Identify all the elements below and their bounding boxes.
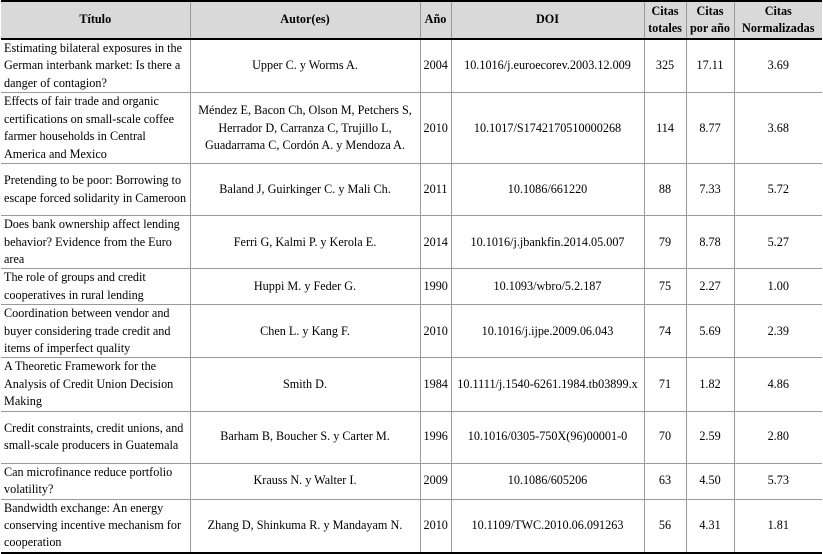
- header-doi: DOI: [451, 1, 644, 39]
- cell-autores: Barham B, Boucher S. y Carter M.: [190, 411, 420, 463]
- cell-citas-normalizadas: 1.00: [734, 269, 822, 305]
- cell-titulo: Effects of fair trade and organic certifications on small-scale coffee farmer households in Central America and Mexico: [1, 93, 190, 164]
- cell-doi: 10.1016/j.euroecorev.2003.12.009: [451, 39, 644, 93]
- cell-titulo: A Theoretic Framework for the Analysis of Credit Union Decision Making: [1, 358, 190, 411]
- cell-citas-totales: 71: [644, 358, 686, 411]
- cell-anio: 2010: [420, 305, 451, 358]
- table-row: [1, 358, 822, 411]
- cell-citas-por-anio: 7.33: [686, 164, 734, 216]
- cell-titulo: Pretending to be poor: Borrowing to escape forced solidarity in Cameroon: [1, 164, 190, 216]
- cell-titulo: Does bank ownership affect lending behavior? Evidence from the Euro area: [1, 216, 190, 269]
- cell-titulo: Can microfinance reduce portfolio volatility?: [1, 463, 190, 499]
- cell-citas-totales: 79: [644, 216, 686, 269]
- cell-citas-normalizadas: 2.80: [734, 411, 822, 463]
- table-row: [1, 499, 822, 553]
- cell-autores: Smith D.: [190, 358, 420, 411]
- table-row: [1, 93, 822, 164]
- cell-titulo: The role of groups and credit cooperatives in rural lending: [1, 269, 190, 305]
- cell-doi: 10.1016/j.ijpe.2009.06.043: [451, 305, 644, 358]
- cell-autores: Upper C. y Worms A.: [190, 39, 420, 93]
- header-citas-normalizadas: Citas Normalizadas: [734, 1, 822, 39]
- cell-doi: 10.1093/wbro/5.2.187: [451, 269, 644, 305]
- cell-citas-por-anio: 1.82: [686, 358, 734, 411]
- cell-doi: 10.1016/0305-750X(96)00001-0: [451, 411, 644, 463]
- cell-autores: Chen L. y Kang F.: [190, 305, 420, 358]
- cell-citas-normalizadas: 1.81: [734, 499, 822, 553]
- table-row: [1, 216, 822, 269]
- cell-autores: Baland J, Guirkinger C. y Mali Ch.: [190, 164, 420, 216]
- cell-citas-normalizadas: 5.73: [734, 463, 822, 499]
- cell-titulo: Coordination between vendor and buyer considering trade credit and items of imperfect quality: [1, 305, 190, 358]
- header-row: [1, 1, 822, 39]
- cell-citas-totales: 75: [644, 269, 686, 305]
- cell-citas-normalizadas: 5.72: [734, 164, 822, 216]
- cell-citas-totales: 56: [644, 499, 686, 553]
- cell-autores: Zhang D, Shinkuma R. y Mandayam N.: [190, 499, 420, 553]
- cell-anio: 2014: [420, 216, 451, 269]
- cell-citas-totales: 325: [644, 39, 686, 93]
- header-anio: Año: [420, 1, 451, 39]
- cell-autores: Huppi M. y Feder G.: [190, 269, 420, 305]
- cell-doi: 10.1111/j.1540-6261.1984.tb03899.x: [451, 358, 644, 411]
- header-autores: Autor(es): [190, 1, 420, 39]
- table-row: [1, 463, 822, 499]
- cell-doi: 10.1109/TWC.2010.06.091263: [451, 499, 644, 553]
- cell-citas-por-anio: 4.50: [686, 463, 734, 499]
- cell-citas-por-anio: 8.77: [686, 93, 734, 164]
- cell-citas-normalizadas: 3.69: [734, 39, 822, 93]
- cell-citas-por-anio: 2.27: [686, 269, 734, 305]
- table-row: [1, 164, 822, 216]
- cell-citas-normalizadas: 2.39: [734, 305, 822, 358]
- cell-anio: 2010: [420, 93, 451, 164]
- table-row: [1, 411, 822, 463]
- header-citas-totales: Citas totales: [644, 1, 686, 39]
- cell-anio: 2010: [420, 499, 451, 553]
- cell-citas-por-anio: 4.31: [686, 499, 734, 553]
- cell-citas-totales: 74: [644, 305, 686, 358]
- header-titulo: Título: [1, 1, 190, 39]
- cell-citas-totales: 70: [644, 411, 686, 463]
- cell-citas-totales: 88: [644, 164, 686, 216]
- cell-titulo: Bandwidth exchange: An energy conserving incentive mechanism for cooperation: [1, 499, 190, 553]
- cell-anio: 2004: [420, 39, 451, 93]
- cell-citas-totales: 63: [644, 463, 686, 499]
- cell-doi: 10.1086/605206: [451, 463, 644, 499]
- cell-citas-normalizadas: 3.68: [734, 93, 822, 164]
- cell-citas-normalizadas: 5.27: [734, 216, 822, 269]
- cell-citas-normalizadas: 4.86: [734, 358, 822, 411]
- cell-doi: 10.1016/j.jbankfin.2014.05.007: [451, 216, 644, 269]
- cell-autores: Méndez E, Bacon Ch, Olson M, Petchers S, Herrador D, Carranza C, Trujillo L, Guadarrama C, Cordón A. y Mendoza A.: [190, 93, 420, 164]
- cell-doi: 10.1086/661220: [451, 164, 644, 216]
- cell-autores: Ferri G, Kalmi P. y Kerola E.: [190, 216, 420, 269]
- cell-citas-por-anio: 8.78: [686, 216, 734, 269]
- header-citas-por-anio: Citas por año: [686, 1, 734, 39]
- table-row: [1, 305, 822, 358]
- cell-citas-por-anio: 5.69: [686, 305, 734, 358]
- cell-doi: 10.1017/S1742170510000268: [451, 93, 644, 164]
- cell-autores: Krauss N. y Walter I.: [190, 463, 420, 499]
- cell-anio: 1996: [420, 411, 451, 463]
- cell-anio: 2009: [420, 463, 451, 499]
- table-row: [1, 269, 822, 305]
- cell-citas-por-anio: 17.11: [686, 39, 734, 93]
- cell-titulo: Credit constraints, credit unions, and small-scale producers in Guatemala: [1, 411, 190, 463]
- cell-titulo: Estimating bilateral exposures in the German interbank market: Is there a danger of contagion?: [1, 39, 190, 93]
- table-row: [1, 39, 822, 93]
- cell-citas-totales: 114: [644, 93, 686, 164]
- cell-anio: 2011: [420, 164, 451, 216]
- cell-anio: 1990: [420, 269, 451, 305]
- cell-anio: 1984: [420, 358, 451, 411]
- citations-table: [1, 0, 822, 554]
- cell-citas-por-anio: 2.59: [686, 411, 734, 463]
